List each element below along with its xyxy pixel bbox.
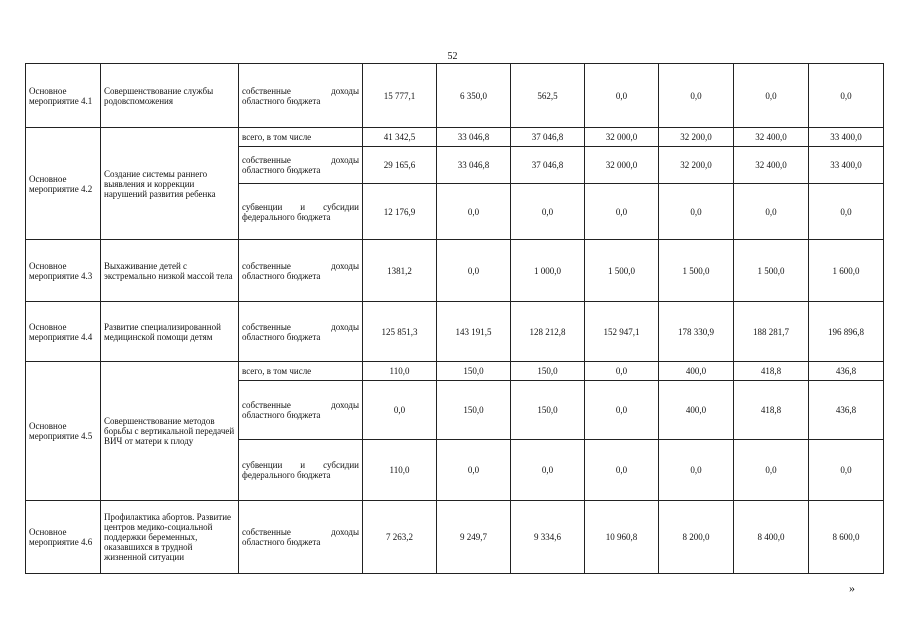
amount-cell: 1 600,0 bbox=[809, 240, 884, 302]
activity-code: Основное мероприятие 4.3 bbox=[26, 240, 101, 302]
amount-cell: 32 200,0 bbox=[659, 128, 734, 147]
amount-cell: 32 000,0 bbox=[585, 147, 659, 184]
funding-source: субвенции и субсидии федерального бюджета bbox=[239, 440, 363, 501]
budget-table bbox=[25, 63, 884, 574]
amount-cell: 152 947,1 bbox=[585, 302, 659, 362]
table-row bbox=[26, 128, 884, 147]
activity-title: Совершенствование службы родовспоможения bbox=[101, 64, 239, 128]
amount-cell: 0,0 bbox=[734, 64, 809, 128]
activity-code: Основное мероприятие 4.6 bbox=[26, 501, 101, 574]
amount-cell: 0,0 bbox=[511, 184, 585, 240]
amount-cell: 0,0 bbox=[659, 184, 734, 240]
amount-cell: 33 046,8 bbox=[437, 147, 511, 184]
activity-title: Создание системы раннего выявления и коррекции нарушений развития ребенка bbox=[101, 128, 239, 240]
amount-cell: 41 342,5 bbox=[363, 128, 437, 147]
amount-cell: 400,0 bbox=[659, 362, 734, 381]
activity-title: Выхаживание детей с экстремально низкой массой тела bbox=[101, 240, 239, 302]
table-row bbox=[26, 501, 884, 574]
amount-cell: 0,0 bbox=[659, 64, 734, 128]
amount-cell: 196 896,8 bbox=[809, 302, 884, 362]
amount-cell: 32 200,0 bbox=[659, 147, 734, 184]
amount-cell: 0,0 bbox=[585, 381, 659, 440]
activity-code: Основное мероприятие 4.5 bbox=[26, 362, 101, 501]
closing-quote: » bbox=[849, 581, 855, 595]
activity-code: Основное мероприятие 4.1 bbox=[26, 64, 101, 128]
amount-cell: 1381,2 bbox=[363, 240, 437, 302]
amount-cell: 436,8 bbox=[809, 362, 884, 381]
funding-source: субвенции и субсидии федерального бюджета bbox=[239, 184, 363, 240]
funding-source: всего, в том числе bbox=[239, 128, 363, 147]
amount-cell: 1 500,0 bbox=[659, 240, 734, 302]
table-row bbox=[26, 362, 884, 381]
amount-cell: 188 281,7 bbox=[734, 302, 809, 362]
amount-cell: 29 165,6 bbox=[363, 147, 437, 184]
table-row bbox=[26, 302, 884, 362]
amount-cell: 0,0 bbox=[363, 381, 437, 440]
amount-cell: 32 400,0 bbox=[734, 147, 809, 184]
activity-code: Основное мероприятие 4.4 bbox=[26, 302, 101, 362]
amount-cell: 12 176,9 bbox=[363, 184, 437, 240]
amount-cell: 33 400,0 bbox=[809, 147, 884, 184]
amount-cell: 0,0 bbox=[734, 440, 809, 501]
amount-cell: 0,0 bbox=[585, 64, 659, 128]
table-row bbox=[26, 64, 884, 128]
funding-source: собственные доходы областного бюджета bbox=[239, 501, 363, 574]
activity-title: Развитие специализированной медицинской помощи детям bbox=[101, 302, 239, 362]
amount-cell: 9 249,7 bbox=[437, 501, 511, 574]
amount-cell: 1 500,0 bbox=[734, 240, 809, 302]
amount-cell: 125 851,3 bbox=[363, 302, 437, 362]
activity-title: Совершенствование методов борьбы с вертикальной передачей ВИЧ от матери к плоду bbox=[101, 362, 239, 501]
amount-cell: 178 330,9 bbox=[659, 302, 734, 362]
funding-source: всего, в том числе bbox=[239, 362, 363, 381]
amount-cell: 0,0 bbox=[585, 184, 659, 240]
amount-cell: 150,0 bbox=[437, 381, 511, 440]
amount-cell: 0,0 bbox=[734, 184, 809, 240]
amount-cell: 1 500,0 bbox=[585, 240, 659, 302]
funding-source: собственные доходы областного бюджета bbox=[239, 64, 363, 128]
amount-cell: 37 046,8 bbox=[511, 147, 585, 184]
amount-cell: 150,0 bbox=[437, 362, 511, 381]
amount-cell: 110,0 bbox=[363, 440, 437, 501]
amount-cell: 436,8 bbox=[809, 381, 884, 440]
amount-cell: 37 046,8 bbox=[511, 128, 585, 147]
amount-cell: 143 191,5 bbox=[437, 302, 511, 362]
funding-source: собственные доходы областного бюджета bbox=[239, 240, 363, 302]
funding-source: собственные доходы областного бюджета bbox=[239, 381, 363, 440]
funding-source: собственные доходы областного бюджета bbox=[239, 147, 363, 184]
amount-cell: 7 263,2 bbox=[363, 501, 437, 574]
amount-cell: 418,8 bbox=[734, 362, 809, 381]
amount-cell: 0,0 bbox=[585, 440, 659, 501]
amount-cell: 32 400,0 bbox=[734, 128, 809, 147]
amount-cell: 8 400,0 bbox=[734, 501, 809, 574]
amount-cell: 0,0 bbox=[809, 64, 884, 128]
amount-cell: 10 960,8 bbox=[585, 501, 659, 574]
amount-cell: 150,0 bbox=[511, 381, 585, 440]
amount-cell: 0,0 bbox=[437, 184, 511, 240]
amount-cell: 33 400,0 bbox=[809, 128, 884, 147]
page-number: 52 bbox=[447, 51, 458, 62]
amount-cell: 0,0 bbox=[511, 440, 585, 501]
amount-cell: 15 777,1 bbox=[363, 64, 437, 128]
amount-cell: 128 212,8 bbox=[511, 302, 585, 362]
amount-cell: 0,0 bbox=[809, 440, 884, 501]
amount-cell: 6 350,0 bbox=[437, 64, 511, 128]
amount-cell: 0,0 bbox=[585, 362, 659, 381]
amount-cell: 32 000,0 bbox=[585, 128, 659, 147]
amount-cell: 150,0 bbox=[511, 362, 585, 381]
amount-cell: 400,0 bbox=[659, 381, 734, 440]
amount-cell: 0,0 bbox=[437, 240, 511, 302]
amount-cell: 8 600,0 bbox=[809, 501, 884, 574]
table-row bbox=[26, 240, 884, 302]
amount-cell: 418,8 bbox=[734, 381, 809, 440]
amount-cell: 33 046,8 bbox=[437, 128, 511, 147]
amount-cell: 110,0 bbox=[363, 362, 437, 381]
activity-code: Основное мероприятие 4.2 bbox=[26, 128, 101, 240]
amount-cell: 0,0 bbox=[809, 184, 884, 240]
amount-cell: 1 000,0 bbox=[511, 240, 585, 302]
amount-cell: 8 200,0 bbox=[659, 501, 734, 574]
activity-title: Профилактика абортов. Развитие центров медико-социальной поддержки беременных, оказавшихся в трудной жизненной ситуации bbox=[101, 501, 239, 574]
funding-source: собственные доходы областного бюджета bbox=[239, 302, 363, 362]
amount-cell: 0,0 bbox=[659, 440, 734, 501]
amount-cell: 562,5 bbox=[511, 64, 585, 128]
amount-cell: 9 334,6 bbox=[511, 501, 585, 574]
amount-cell: 0,0 bbox=[437, 440, 511, 501]
